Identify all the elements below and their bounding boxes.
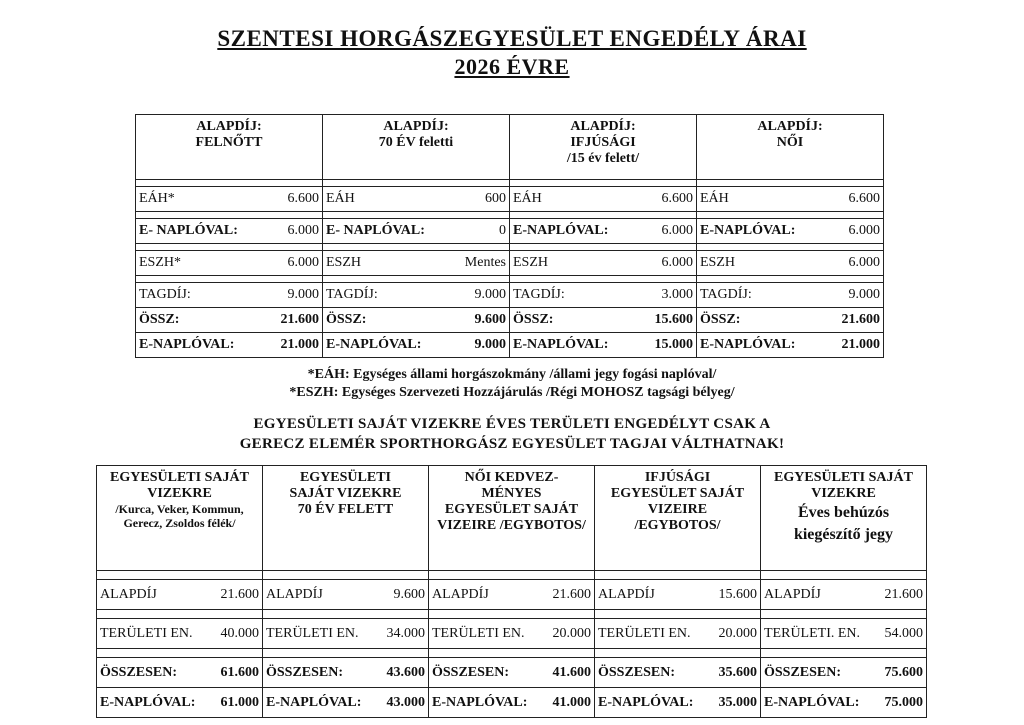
cell-value: 61.000 <box>220 694 259 710</box>
table-row <box>136 187 884 212</box>
membership-price-table <box>135 114 884 358</box>
cell-value: 34.000 <box>386 625 425 641</box>
cell-label: ÖSSZ: <box>700 312 741 327</box>
table-row <box>97 619 927 649</box>
cell-label: ÖSSZ: <box>139 312 180 327</box>
footnote-eszh: *ESZH: Egységes Szervezeti Hozzájárulás /Régi MOHOSZ tagsági bélyeg/ <box>289 385 735 400</box>
header-club-waters: EGYESÜLETI SAJÁT VIZEKRE /Kurca, Veker, Kommun, Gerecz, Zsoldos félék/ <box>97 466 263 571</box>
cell-label: E- NAPLÓVAL: <box>139 223 238 238</box>
table-row <box>136 283 884 308</box>
cell-value: 6.600 <box>287 191 319 206</box>
cell-label: ÖSSZESEN: <box>432 664 510 680</box>
cell-value: 9.600 <box>393 586 425 602</box>
cell-value: 9.000 <box>848 287 880 302</box>
cell-value: 40.000 <box>220 625 259 641</box>
table-row <box>136 219 884 244</box>
table-row <box>97 580 927 610</box>
cell-label: ÖSSZESEN: <box>100 664 178 680</box>
header-youth-single-rod: IFJÚSÁGI EGYESÜLET SAJÁT VIZEIRE /EGYBOTOS/ <box>595 466 761 571</box>
header-women-discount: NŐI KEDVEZ- MÉNYES EGYESÜLET SAJÁT VIZEIRE /EGYBOTOS/ <box>429 466 595 571</box>
cell-label: TERÜLETI EN. <box>598 625 691 641</box>
cell-value: 43.600 <box>386 664 425 680</box>
table-row-total <box>97 658 927 688</box>
cell-value: 9.000 <box>474 287 506 302</box>
cell-value: 21.600 <box>841 312 880 327</box>
cell-label: ÖSSZESEN: <box>598 664 676 680</box>
header-over70: ALAPDÍJ: 70 ÉV feletti <box>323 115 510 180</box>
cell-value: 43.000 <box>386 694 425 710</box>
cell-value: 6.000 <box>848 223 880 238</box>
header-club-waters-over70: EGYESÜLETI SAJÁT VIZEKRE 70 ÉV FELETT <box>263 466 429 571</box>
cell-label: ESZH <box>326 255 361 270</box>
cell-value: 6.000 <box>287 223 319 238</box>
table-row-total <box>136 308 884 333</box>
notice-line-1: EGYESÜLETI SAJÁT VIZEKRE ÉVES TERÜLETI ENGEDÉLYT CSAK A <box>253 416 771 432</box>
table-header-row <box>136 115 884 180</box>
cell-label: E-NAPLÓVAL: <box>764 694 860 710</box>
cell-label: TAGDÍJ: <box>700 287 752 302</box>
cell-label: TERÜLETI EN. <box>432 625 525 641</box>
cell-label: ALAPDÍJ <box>266 586 323 602</box>
cell-value: 6.600 <box>848 191 880 206</box>
cell-label: ALAPDÍJ <box>100 586 157 602</box>
cell-label: E-NAPLÓVAL: <box>700 337 796 352</box>
cell-label: EÁH <box>513 191 542 206</box>
cell-label: ÖSSZ: <box>513 312 554 327</box>
cell-label: ESZH* <box>139 255 181 270</box>
cell-value: 75.000 <box>884 694 923 710</box>
cell-value: 6.000 <box>661 255 693 270</box>
cell-label: EÁH <box>326 191 355 206</box>
cell-value: 21.600 <box>884 586 923 602</box>
document-year: 2026 ÉVRE <box>454 54 570 79</box>
cell-label: ÖSSZ: <box>326 312 367 327</box>
cell-value: 15.000 <box>654 337 693 352</box>
header-youth: ALAPDÍJ: IFJÚSÁGI /15 év felett/ <box>510 115 697 180</box>
cell-value: 600 <box>485 191 506 206</box>
cell-value: 21.600 <box>552 586 591 602</box>
membership-notice <box>0 414 1024 454</box>
table-row-total-enaplo <box>97 688 927 718</box>
cell-value: 35.600 <box>718 664 757 680</box>
cell-label: E-NAPLÓVAL: <box>100 694 196 710</box>
cell-label: ALAPDÍJ <box>432 586 489 602</box>
cell-value: 41.600 <box>552 664 591 680</box>
cell-value: 6.600 <box>661 191 693 206</box>
cell-label: E-NAPLÓVAL: <box>266 694 362 710</box>
cell-label: E-NAPLÓVAL: <box>598 694 694 710</box>
cell-value: Mentes <box>464 255 506 270</box>
cell-value: 6.000 <box>287 255 319 270</box>
cell-label: ALAPDÍJ <box>764 586 821 602</box>
cell-value: 15.600 <box>718 586 757 602</box>
cell-label: ESZH <box>513 255 548 270</box>
cell-value: 6.000 <box>661 223 693 238</box>
cell-value: 6.000 <box>848 255 880 270</box>
cell-value: 21.600 <box>220 586 259 602</box>
cell-label: TERÜLETI EN. <box>266 625 359 641</box>
cell-value: 3.000 <box>661 287 693 302</box>
cell-value: 20.000 <box>718 625 757 641</box>
cell-label: E-NAPLÓVAL: <box>513 223 609 238</box>
header-supplementary-ticket: EGYESÜLETI SAJÁT VIZEKRE Éves behúzós kiegészítő jegy <box>761 466 927 571</box>
cell-value: 61.600 <box>220 664 259 680</box>
cell-label: TAGDÍJ: <box>139 287 191 302</box>
cell-value: 9.000 <box>287 287 319 302</box>
cell-label: E-NAPLÓVAL: <box>513 337 609 352</box>
cell-value: 75.600 <box>884 664 923 680</box>
cell-label: ALAPDÍJ <box>598 586 655 602</box>
cell-label: E-NAPLÓVAL: <box>326 337 422 352</box>
cell-value: 15.600 <box>654 312 693 327</box>
header-women: ALAPDÍJ: NŐI <box>697 115 884 180</box>
cell-value: 9.000 <box>474 337 506 352</box>
header-adult: ALAPDÍJ: FELNŐTT <box>136 115 323 180</box>
cell-label: ÖSSZESEN: <box>266 664 344 680</box>
table-header-row <box>97 466 927 571</box>
cell-label: E-NAPLÓVAL: <box>139 337 235 352</box>
cell-label: ESZH <box>700 255 735 270</box>
cell-value: 0 <box>499 223 506 238</box>
area-permit-table <box>96 465 927 718</box>
cell-value: 9.600 <box>474 312 506 327</box>
cell-label: TERÜLETI EN. <box>100 625 193 641</box>
cell-value: 20.000 <box>552 625 591 641</box>
cell-label: TAGDÍJ: <box>326 287 378 302</box>
footnotes <box>0 366 1024 402</box>
cell-value: 54.000 <box>884 625 923 641</box>
cell-label: EÁH <box>700 191 729 206</box>
cell-label: E-NAPLÓVAL: <box>432 694 528 710</box>
cell-value: 35.000 <box>718 694 757 710</box>
cell-label: EÁH* <box>139 191 175 206</box>
cell-label: ÖSSZESEN: <box>764 664 842 680</box>
cell-label: E-NAPLÓVAL: <box>700 223 796 238</box>
cell-value: 21.000 <box>841 337 880 352</box>
cell-value: 21.600 <box>280 312 319 327</box>
footnote-eah: *EÁH: Egységes állami horgászokmány /állami jegy fogási naplóval/ <box>307 367 717 382</box>
notice-line-2: GERECZ ELEMÉR SPORTHORGÁSZ EGYESÜLET TAGJAI VÁLTHATNAK! <box>239 436 785 452</box>
cell-label: TERÜLETI. EN. <box>764 625 861 641</box>
table-row <box>136 251 884 276</box>
cell-value: 41.000 <box>552 694 591 710</box>
cell-label: TAGDÍJ: <box>513 287 565 302</box>
document-title: SZENTESI HORGÁSZEGYESÜLET ENGEDÉLY ÁRAI <box>217 26 807 51</box>
cell-label: E- NAPLÓVAL: <box>326 223 425 238</box>
cell-value: 21.000 <box>280 337 319 352</box>
table-row-total-enaplo <box>136 333 884 358</box>
